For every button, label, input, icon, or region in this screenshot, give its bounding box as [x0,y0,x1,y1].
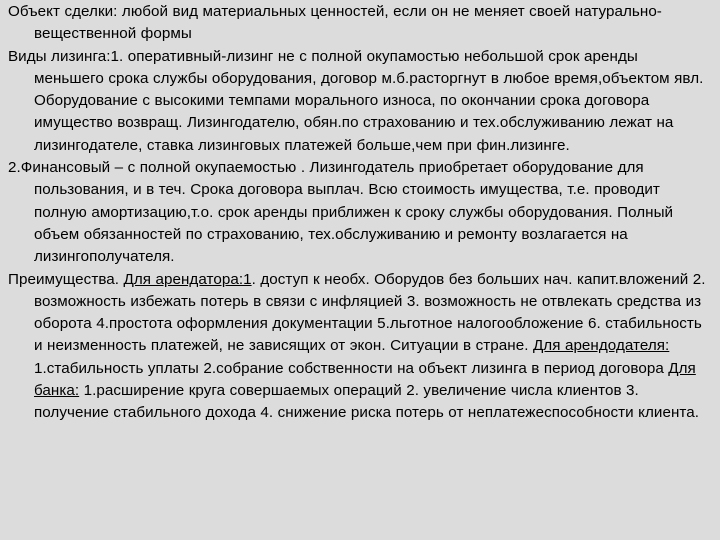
lessee-advantages-text: . доступ к необх. Оборудов без больших нач. капит.вложений 2. возможность избежать потерь в связи с инфляцией 3. возможность не отвлекать средства из оборота 4.простота оформления документации 5.льготное налогообложение 6. стабильность и неизменность платежей, не зависящих от экон. Ситуации в стране. [34,270,706,355]
bank-label: Для банка: [34,359,696,400]
object-paragraph: Объект сделки: любой вид материальных ценностей, если он не меняет своей натурально-вещественной формы [8,3,662,43]
financial-leasing-paragraph: 2.Финансовый – с полной окупаемостью . Лизингодатель приобретает оборудование для пользования, и в теч. Срока договора выплач. Всю стоимость имущества, т.е. проводит полную амортизацию,т.о. срок аренды приближен к сроку службы оборудования. Полный объем обязанностей по страхованию, тех.обслуживанию и ремонту возлагается на лизингополучателя. [8,159,674,266]
lessor-label: Для арендодателя: [532,337,670,355]
lessor-advantages-text: 1.стабильность уплаты 2.собрание собственности на объект лизинга в период договора [34,359,669,377]
bank-advantages-text: 1.расширение круга совершаемых операций 2. увеличение числа клиентов 3. получение стабильного дохода 4. снижение риска потерь от неплатежеспособности клиента. [34,382,699,422]
leasing-types-paragraph: Виды лизинга:1. оперативный-лизинг не с полной окупамостью небольшой срок аренды меньшего срока службы оборудования, договор м.б.расторгнут в любое время,объектом явл. Оборудование с высокими темпами морального износа, по окончании срока договора имущество возвращ. Лизингодателю, обян.по страхованию и тех.обслуживанию лежат на лизингодателе, ставка лизинговых платежей больше,чем при фин.лизинге. [8,47,704,154]
advantages-paragraph [8,269,712,425]
lessee-label: Для арендатора:1 [123,270,252,288]
advantages-intro: Преимущества. [8,270,124,288]
